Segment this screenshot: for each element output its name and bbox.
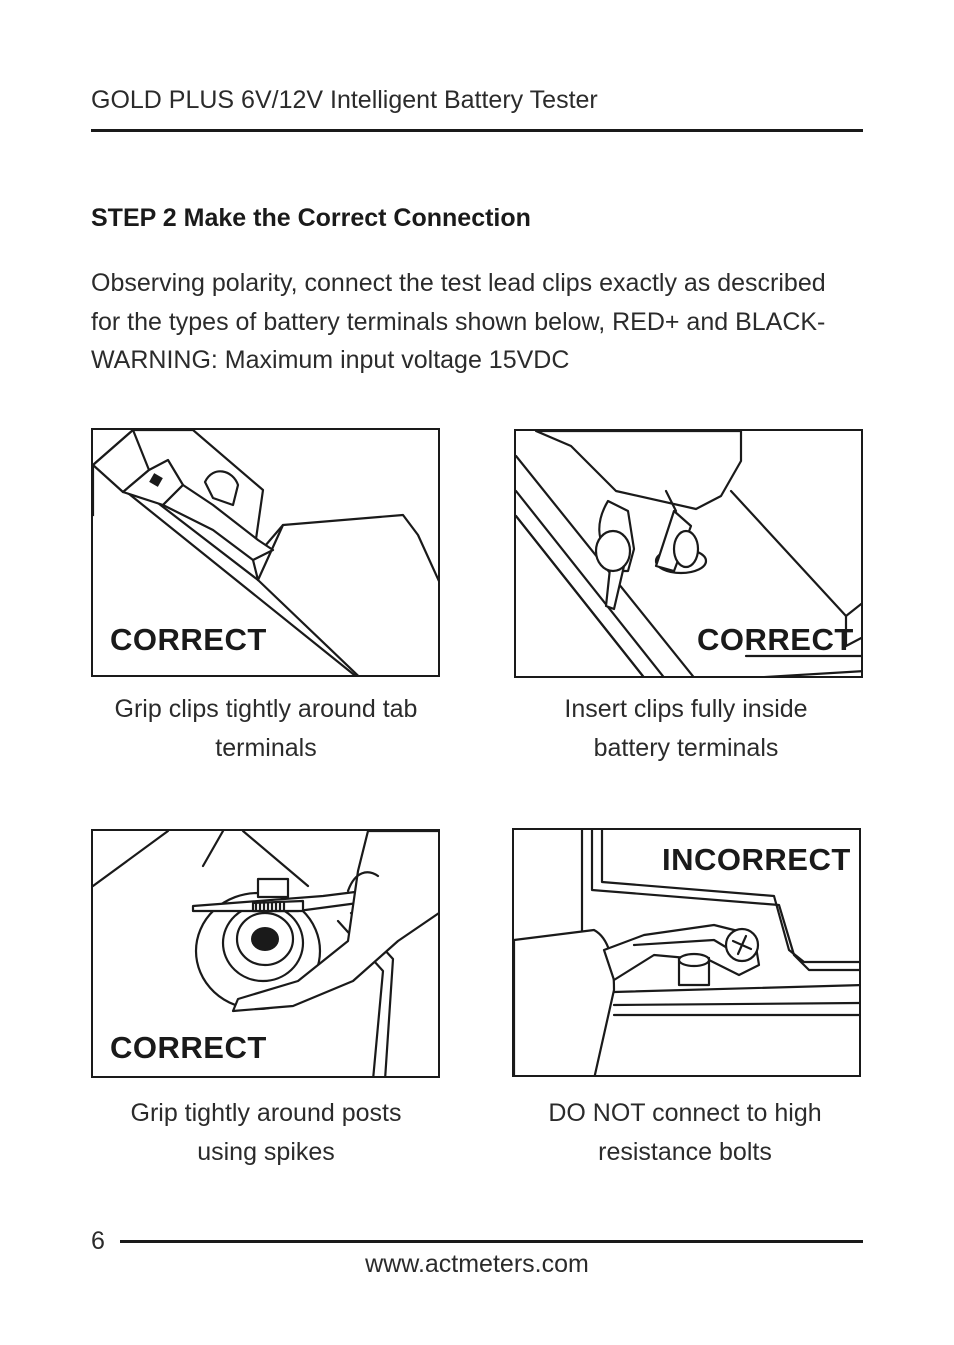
warning-line: WARNING: Maximum input voltage 15VDC	[91, 346, 570, 374]
footer-divider	[120, 1240, 863, 1243]
intro-line: for the types of battery terminals shown below, RED+ and BLACK-	[91, 307, 826, 336]
caption-line: Grip clips tightly around tab	[114, 695, 418, 723]
panel-status-label: CORRECT	[110, 1030, 267, 1065]
panel-caption	[505, 1094, 865, 1172]
panel-status-label: CORRECT	[697, 622, 854, 657]
caption-line: Insert clips fully inside	[564, 695, 808, 723]
caption-line: terminals	[215, 734, 317, 762]
intro-line: Observing polarity, connect the test lead clips exactly as described	[91, 269, 826, 297]
panel-caption	[86, 690, 446, 768]
intro-paragraph	[91, 264, 871, 380]
caption-line: DO NOT connect to high	[548, 1099, 822, 1127]
caption-line: Grip tightly around posts	[130, 1099, 402, 1127]
panel-tab-terminal	[91, 428, 440, 677]
panel-post-terminal	[91, 829, 440, 1078]
panel-bolt-terminal	[512, 828, 861, 1077]
page-number: 6	[91, 1227, 105, 1255]
step-heading: STEP 2 Make the Correct Connection	[91, 204, 531, 232]
panel-caption	[86, 1094, 446, 1172]
header-divider	[91, 129, 863, 132]
caption-line: using spikes	[197, 1138, 335, 1166]
caption-line: resistance bolts	[598, 1138, 772, 1166]
header-title: GOLD PLUS 6V/12V Intelligent Battery Tester	[91, 86, 598, 114]
footer-url: www.actmeters.com	[365, 1250, 589, 1278]
panel-caption	[506, 690, 866, 768]
panel-status-label: INCORRECT	[662, 842, 851, 877]
panel-recessed-terminal	[514, 429, 863, 678]
panel-status-label: CORRECT	[110, 622, 267, 657]
caption-line: battery terminals	[593, 734, 779, 762]
